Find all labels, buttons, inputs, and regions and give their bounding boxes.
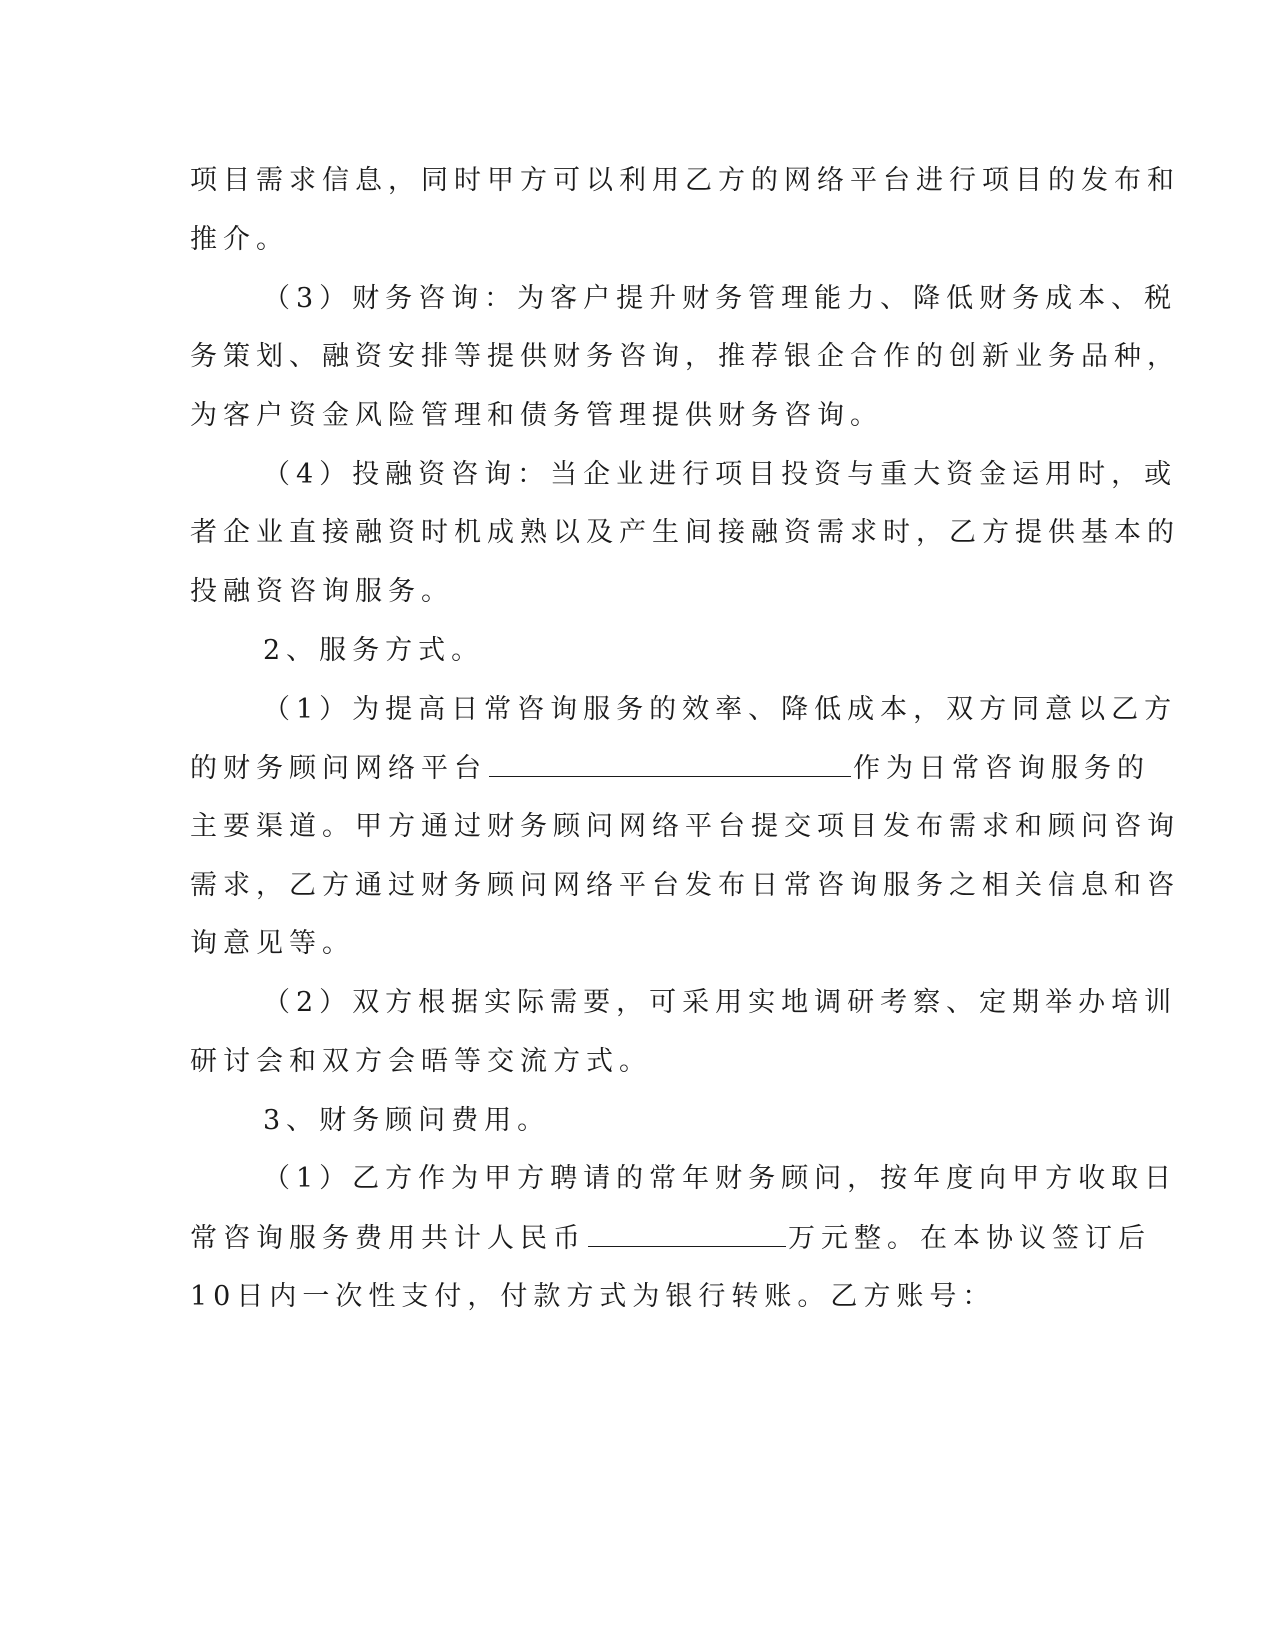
text-line: 为客户资金风险管理和债务管理提供财务咨询。	[190, 400, 883, 431]
text-line: （1）乙方作为甲方聘请的常年财务顾问，按年度向甲方收取日	[263, 1163, 1178, 1194]
text-line: 者企业直接融资时机成熟以及产生间接融资需求时，乙方提供基本的	[190, 517, 1180, 548]
text-line: 主要渠道。甲方通过财务顾问网络平台提交项目发布需求和顾问咨询	[190, 811, 1180, 842]
text-line: 询意见等。	[190, 928, 355, 959]
text-line: 研讨会和双方会晤等交流方式。	[190, 1046, 652, 1077]
text-segment: 万元整。在本协议签订后	[788, 1223, 1151, 1254]
text-line: 需求，乙方通过财务顾问网络平台发布日常咨询服务之相关信息和咨	[190, 870, 1180, 901]
text-line: 项目需求信息，同时甲方可以利用乙方的网络平台进行项目的发布和	[190, 165, 1180, 196]
text-line-with-blank	[190, 1220, 1151, 1257]
text-line: 推介。	[190, 224, 289, 255]
text-line: （4）投融资咨询：当企业进行项目投资与重大资金运用时，或	[263, 459, 1178, 490]
platform-blank-field	[489, 750, 851, 777]
text-segment: 常咨询服务费用共计人民币	[190, 1223, 586, 1254]
section-heading: 3、财务顾问费用。	[263, 1105, 551, 1136]
text-line-with-blank	[190, 750, 1150, 787]
text-line: 务策划、融资安排等提供财务咨询，推荐银企合作的创新业务品种，	[190, 341, 1180, 372]
text-segment: 的财务顾问网络平台	[190, 753, 487, 784]
text-line: 投融资咨询服务。	[190, 576, 454, 607]
amount-blank-field	[588, 1220, 786, 1247]
text-segment: 作为日常咨询服务的	[853, 753, 1150, 784]
section-heading: 2、服务方式。	[263, 635, 485, 666]
text-line: 10日内一次性支付，付款方式为银行转账。乙方账号：	[190, 1281, 996, 1312]
text-line: （1）为提高日常咨询服务的效率、降低成本，双方同意以乙方	[263, 694, 1178, 725]
text-line: （2）双方根据实际需要，可采用实地调研考察、定期举办培训	[263, 987, 1178, 1018]
text-line: （3）财务咨询：为客户提升财务管理能力、降低财务成本、税	[263, 283, 1178, 314]
